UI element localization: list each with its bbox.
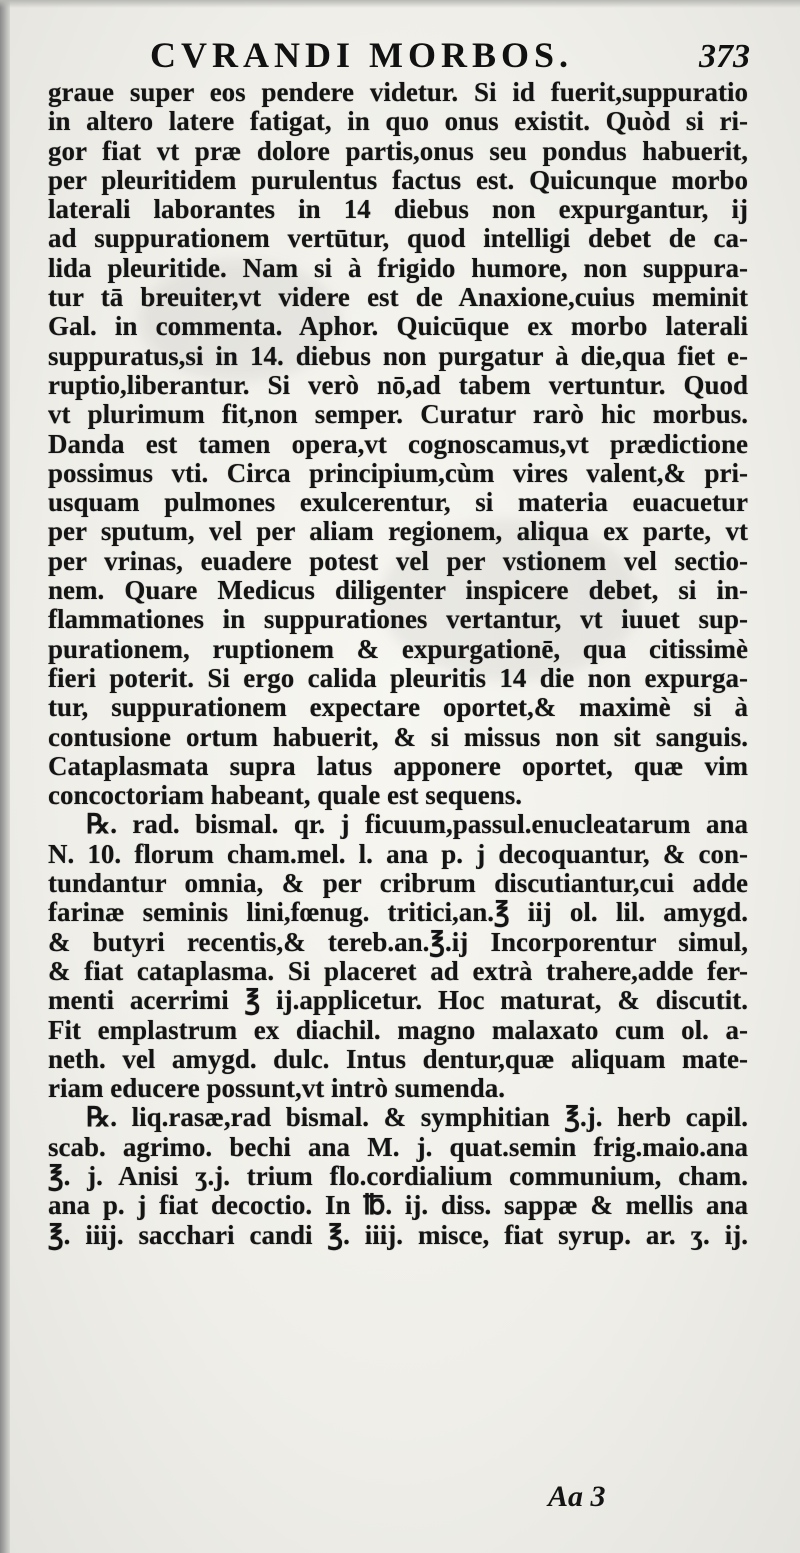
signature-mark: Aa 3 [548,1480,606,1513]
text-line: purationem, ruptionem & expurgationē, qua citissimè [48,633,748,664]
page-header [150,28,770,78]
text-line: tur, suppurationem expectare oportet,& maximè si à [48,692,748,723]
text-line: possimus vti. Circa principium,cùm vires valent,& pri- [48,457,748,488]
recipe-line: & butyri recentis,& tereb.an.℥.ij Incorporentur simul, [48,926,748,957]
text-line: per pleuritidem purulentus factus est. Quicunque morbo [48,164,748,195]
recipe-line: ℥. j. Anisi ʒ.j. trium flo.cordialium communium, cham. [48,1160,748,1191]
recipe-line: & fiat cataplasma. Si placeret ad extrà trahere,adde fer- [48,955,748,986]
text-line: ad suppurationem vertūtur, quod intelligi debet de ca- [48,223,748,254]
recipe-line: Fit emplastrum ex diachil. magno malaxato cum ol. a- [48,1014,748,1045]
main-text [48,78,748,1250]
text-line: concoctoriam habeant, quale est sequens. [48,780,522,811]
text-line: Danda est tamen opera,vt cognoscamus,vt prædictione [48,428,748,459]
recipe-line: ℥. iiij. sacchari candi ℥. iiij. misce, fiat syrup. ar. ʒ. ij. [48,1219,748,1250]
recipe-line: ℞. liq.rasæ,rad bismal. & symphitian ℥.j. herb capil. [86,1102,748,1133]
recipe-line: tundantur omnia, & per cribrum discutiantur,cui adde [48,868,748,899]
recipe-line: ℞. rad. bismal. qr. j ficuum,passul.enucleatarum ana [86,809,748,840]
text-line: contusione ortum habuerit, & si missus non sit sanguis. [48,721,748,752]
text-line: suppuratus,si in 14. diebus non purgatur à die,qua fiet e- [48,340,748,371]
recipe-line: riam educere possunt,vt intrò sumenda. [48,1073,506,1104]
recipe-line: neth. vel amygd. dulc. Intus dentur,quæ aliquam mate- [48,1043,748,1074]
text-line: tur tā breuiter,vt videre est de Anaxione,cuius meminit [48,282,748,313]
text-line: usquam pulmones exulcerentur, si materia euacuetur [48,487,748,518]
text-line: Cataplasmata supra latus apponere oportet, quæ vim [48,750,748,781]
text-line: ruptio,liberantur. Si verò nō,ad tabem vertuntur. Quod [48,369,748,400]
running-title: CVRANDI MORBOS. [150,35,574,75]
text-line: per vrinas, euadere potest vel per vstionem vel sectio- [48,545,748,576]
recipe-line: farinæ seminis lini,fœnug. tritici,an.℥ iij ol. lil. amygd. [48,897,748,928]
text-line: vt plurimum fit,non semper. Curatur rarò hic morbus. [48,399,748,430]
text-line: graue super eos pendere videtur. Si id fuerit,suppuratio [48,77,748,107]
text-line: Gal. in commenta. Aphor. Quicūque ex morbo laterali [48,311,748,342]
text-line: fieri poterit. Si ergo calida pleuritis 14 die non expurga- [48,662,748,693]
page-number: 373 [699,38,750,75]
page-top-shadow [0,0,800,8]
text-line: nem. Quare Medicus diligenter inspicere debet, si in- [48,575,748,606]
text-line: gor fiat vt præ dolore partis,onus seu pondus habuerit, [48,135,748,166]
recipe-line: N. 10. florum cham.mel. l. ana p. j decoquantur, & con- [48,838,748,869]
recipe-line: scab. agrimo. bechi ana M. j. quat.semin frig.maio.ana [48,1131,748,1162]
text-line: lida pleuritide. Nam si à frigido humore, non suppura- [48,252,748,283]
recipe-line: ana p. j fiat decoctio. In ℔. ij. diss. sappæ & mellis ana [48,1190,748,1221]
text-line: laterali laborantes in 14 diebus non expurgantur, ij [48,194,748,225]
text-line: per sputum, vel per aliam regionem, aliqua ex parte, vt [48,516,748,547]
recipe-line: menti acerrimi ℥ ij.applicetur. Hoc maturat, & discutit. [48,985,748,1016]
text-line: in altero latere fatigat, in quo onus existit. Quòd si ri- [48,106,748,137]
page-left-shadow [0,0,10,1553]
text-line: flammationes in suppurationes vertantur, vt iuuet sup- [48,604,748,635]
